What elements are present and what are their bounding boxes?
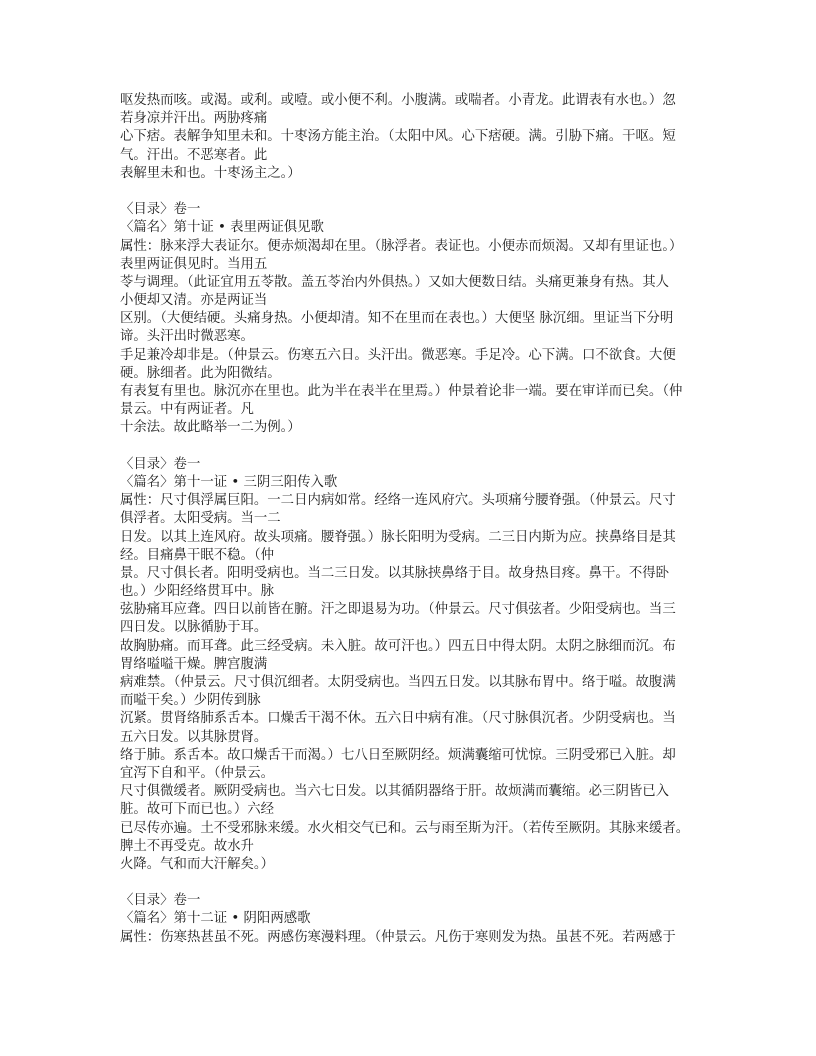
chapter-title: 〈篇名〉第十一证 • 三阴三阳传入歌 [120,474,338,490]
text-line: 火降。气和而大汗解矣。） [120,856,274,872]
text-line: 若身凉并汗出。两胁疼痛 [120,111,268,127]
text-line: 区别。（大便结硬。头痛身热。小便却清。知不在里而在表也。）大便坚 脉沉细。里证当下分明 [120,311,674,327]
text-line: 胃络嗌嗌干燥。脾宫腹满 [120,656,268,672]
chapter-title: 〈篇名〉第十二证 • 阴阳两感歌 [120,911,311,927]
text-line: 尺寸俱微缓者。厥阴受病也。当六七日发。以其循阴器络于肝。故烦满而囊缩。必三阴皆已入 [120,784,670,800]
section-12 [120,892,700,947]
text-line: 五六日发。以其脉贯肾。 [120,729,268,745]
text-line: 景。尺寸俱长者。阳明受病也。当二三日发。以其脉挟鼻络于目。故身热目疼。鼻干。不得卧 [120,565,670,581]
text-line: 脾土不再受克。故水升 [120,838,254,854]
text-line: 有表复有里也。脉沉亦在里也。此为半在表半在里焉。）仲景着论非一端。要在审详而已矣。（仲 [120,384,683,399]
text-line: 气。汗出。不恶寒者。此 [120,147,268,163]
text-line: 弦胁痛耳应聋。四日以前皆在腑。汗之即退易为功。（仲景云。尺寸俱弦者。少阳受病也。当三 [120,602,676,618]
text-line: 苓与调理。（此证宜用五苓散。盖五苓治内外俱热。）又如大便数日结。头痛更兼身有热。其人 [120,274,670,290]
section-spacer [120,183,700,201]
section-spacer [120,874,700,892]
text-line: 表解里未和也。十枣汤主之。） [120,165,301,181]
text-line: 小便却又清。亦是两证当 [120,293,268,309]
section-11 [120,456,700,874]
text-line: 硬。脉细者。此为阳微结。 [120,365,281,381]
text-line: 表里两证俱见时。当用五 [120,256,268,272]
text-line: 脏。故可下而已也。）六经 [120,802,274,818]
text-line: 故胸胁痛。而耳聋。此三经受病。未入脏。故可汗也。）四五日中得太阴。太阴之脉细而沉。布 [120,638,676,654]
text-line: 沉紧。贯肾络肺系舌本。口燥舌干渴不休。五六日中病有准。（尺寸脉俱沉者。少阴受病也。当 [120,711,676,727]
text-line: 属性：伤寒热甚虽不死。两感伤寒漫料理。（仲景云。凡伤于寒则发为热。虽甚不死。若两感于 [120,929,676,945]
text-line: 呕发热而咳。或渴。或利。或噎。或小便不利。小腹满。或喘者。小青龙。此谓表有水也。）忽 [120,93,676,108]
text-line: 十余法。故此略举一二为例。） [120,420,301,436]
section-spacer [120,438,700,456]
text-line: 谛。头汗出时微恶寒。 [120,329,254,345]
text-line: 也。）少阳经络贯耳中。脉 [120,584,274,600]
section-10 [120,201,700,437]
text-line: 宜泻下自和平。（仲景云。 [120,765,274,781]
text-line: 景云。中有两证者。凡 [120,402,254,418]
text-line: 心下痞。表解争知里未和。十枣汤方能主治。（太阳中风。心下痞硬。满。引胁下痛。干呕。短 [120,129,676,145]
chapter-title: 〈篇名〉第十证 • 表里两证俱见歌 [120,220,324,236]
text-line: 属性：脉来浮大表证尔。便赤烦渴却在里。（脉浮者。表证也。小便赤而烦渴。又却有里证也。） [120,238,683,254]
text-line: 手足兼冷却非是。（仲景云。伤寒五六日。头汗出。微恶寒。手足冷。心下满。口不欲食。大便 [120,347,676,363]
text-line: 属性：尺寸俱浮属巨阳。一二日内病如常。经络一连风府穴。头项痛兮腰脊强。（仲景云。尺寸 [120,493,676,509]
text-line: 病难禁。（仲景云。尺寸俱沉细者。太阴受病也。当四五日发。以其脉布胃中。络于嗌。故腹满 [120,675,676,690]
document-page [120,92,700,947]
text-line: 俱浮者。太阳受病。当一二 [120,511,281,527]
text-line: 已尽传亦遍。土不受邪脉来缓。水火相交气已和。云与雨至斯为汗。（若传至厥阴。其脉来缓者。 [120,820,690,836]
text-line: 而嗌干矣。）少阴传到脉 [120,693,261,709]
text-line: 络于肺。系舌本。故口燥舌干而渴。）七八日至厥阴经。烦满囊缩可忧惊。三阴受邪已入脏。却 [120,747,676,763]
catalog-heading: 〈目录〉卷一 [120,202,201,218]
text-line: 经。目痛鼻干眠不稳。（仲 [120,547,274,563]
continuation-paragraph [120,92,700,183]
text-line: 四日发。以脉循胁于耳。 [120,620,268,636]
text-line: 日发。以其上连风府。故头项痛。腰脊强。）脉长阳明为受病。二三日内斯为应。挟鼻络目是其 [120,529,676,545]
catalog-heading: 〈目录〉卷一 [120,893,201,909]
catalog-heading: 〈目录〉卷一 [120,456,201,472]
